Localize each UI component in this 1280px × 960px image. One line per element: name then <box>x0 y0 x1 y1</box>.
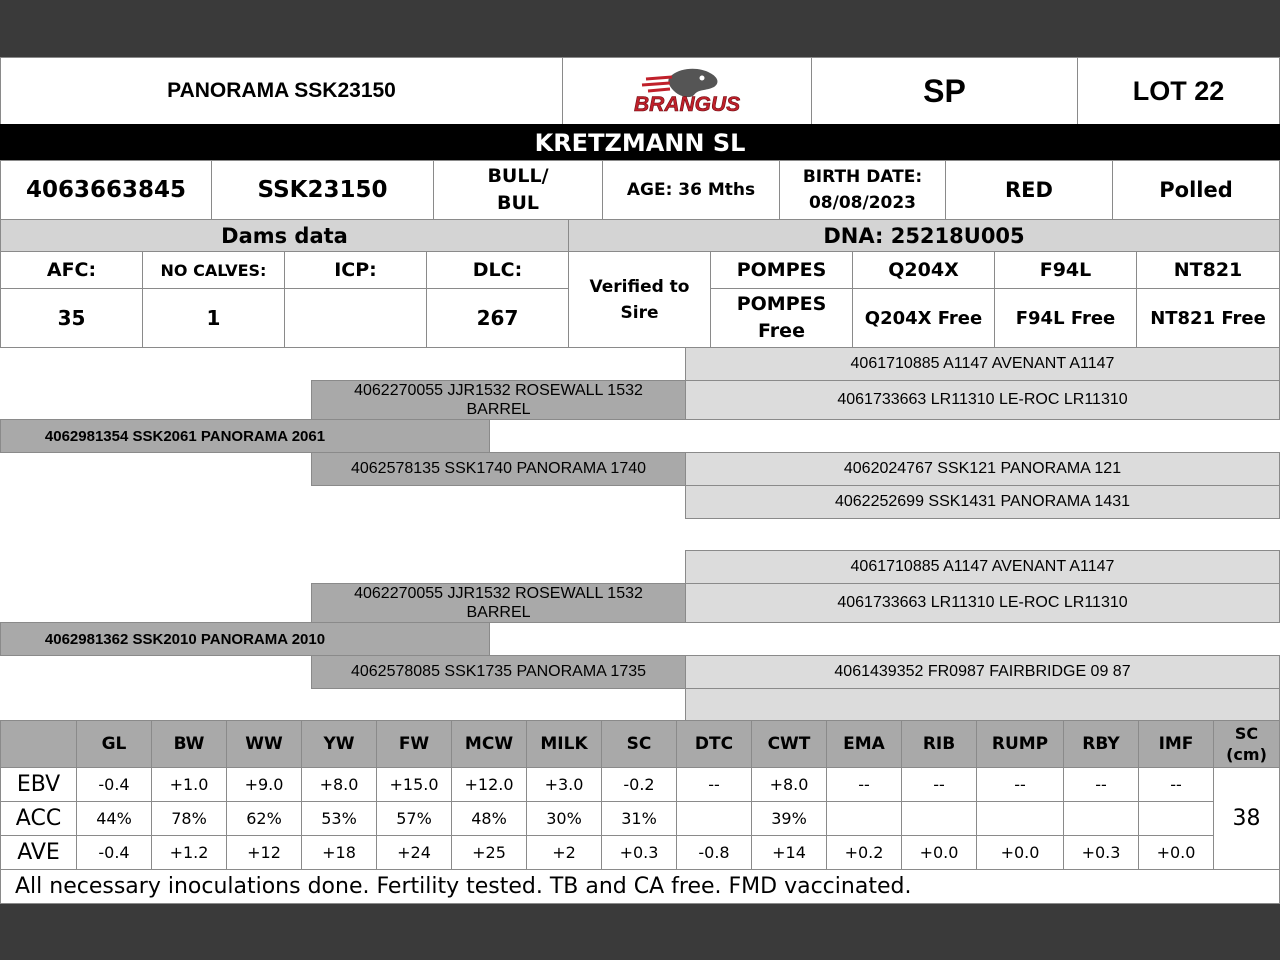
ebv-table <box>0 720 1280 870</box>
lot-sheet <box>0 57 1280 904</box>
ebv-cell-ave-ema: +0.2 <box>826 835 902 870</box>
ebv-cell-ebv-yw: +8.0 <box>301 767 377 802</box>
ebv-cell-acc-dtc <box>676 801 752 836</box>
ebv-cell-ave-sc: +0.3 <box>601 835 677 870</box>
ebv-cell-ebv-fw: +15.0 <box>376 767 452 802</box>
ebv-header-cwt: CWT <box>751 720 827 768</box>
ebv-cell-ebv-bw: +1.0 <box>151 767 227 802</box>
ebv-cell-ave-imf: +0.0 <box>1138 835 1214 870</box>
dam-sire-line1: 4062270055 JJR1532 ROSEWALL 1532 <box>354 585 643 602</box>
animal-sex <box>433 160 603 220</box>
animal-code: SSK23150 <box>211 160 434 220</box>
ebv-cell-ebv-ema: -- <box>826 767 902 802</box>
ebv-cell-ave-cwt: +14 <box>751 835 827 870</box>
birth-label: BIRTH DATE: <box>802 167 923 187</box>
dam-sire-line2: BARREL <box>466 604 531 621</box>
ebv-header-milk: MILK <box>526 720 602 768</box>
ebv-cell-acc-rib <box>901 801 977 836</box>
dams-header-icp: ICP: <box>284 251 427 289</box>
ebv-row-label-acc: ACC <box>0 801 77 836</box>
ebv-header-sc: SC <box>601 720 677 768</box>
owner-name: KRETZMANN SL <box>0 124 1280 161</box>
ebv-header-rib: RIB <box>901 720 977 768</box>
ebv-header-ema: EMA <box>826 720 902 768</box>
pedigree-ddd <box>685 688 1280 721</box>
ebv-cell-ebv-cwt: +8.0 <box>751 767 827 802</box>
ebv-cell-ave-yw: +18 <box>301 835 377 870</box>
ebv-cell-ebv-ww: +9.0 <box>226 767 302 802</box>
footer-note: All necessary inoculations done. Fertility tested. TB and CA free. FMD vaccinated. <box>0 869 1280 904</box>
dams-value-calves: 1 <box>142 288 285 348</box>
animal-name: PANORAMA SSK23150 <box>0 57 563 125</box>
ebv-corner <box>0 720 77 768</box>
ebv-cell-acc-imf <box>1138 801 1214 836</box>
ebv-header-imf: IMF <box>1138 720 1214 768</box>
pedigree-sire: 4062981354 SSK2061 PANORAMA 2061 <box>0 419 490 453</box>
dna-verified <box>568 251 711 348</box>
verified-line1: Verified to <box>589 276 690 297</box>
ebv-cell-ebv-imf: -- <box>1138 767 1214 802</box>
ebv-header-gl: GL <box>76 720 152 768</box>
ebv-cell-ebv-gl: -0.4 <box>76 767 152 802</box>
dna-header-q204x: Q204X <box>852 251 995 289</box>
animal-age: AGE: 36 Mths <box>602 160 780 220</box>
dams-header-afc: AFC: <box>0 251 143 289</box>
pedigree-sds: 4062024767 SSK121 PANORAMA 121 <box>685 452 1280 486</box>
ebv-cell-ebv-sc: -0.2 <box>601 767 677 802</box>
dna-header-pompes: POMPES <box>710 251 853 289</box>
ebv-cell-acc-gl: 44% <box>76 801 152 836</box>
dna-header-nt821: NT821 <box>1136 251 1280 289</box>
ebv-cell-acc-milk: 30% <box>526 801 602 836</box>
sire-sire-line2: BARREL <box>466 401 531 418</box>
ebv-cell-acc-rump <box>976 801 1064 836</box>
ebv-cell-acc-fw: 57% <box>376 801 452 836</box>
dna-value-f94l: F94L Free <box>994 288 1137 348</box>
ebv-cell-ave-dtc: -0.8 <box>676 835 752 870</box>
ebv-cell-acc-ema <box>826 801 902 836</box>
birth-date <box>779 160 946 220</box>
lot-number: LOT 22 <box>1077 57 1280 125</box>
sc-header-line1: SC <box>1234 724 1259 743</box>
pedigree-dam-dam: 4062578085 SSK1735 PANORAMA 1735 <box>311 655 686 689</box>
ebv-cell-ave-rby: +0.3 <box>1063 835 1139 870</box>
ebv-cell-ebv-dtc: -- <box>676 767 752 802</box>
ebv-row-label-ave: AVE <box>0 835 77 870</box>
dams-value-icp <box>284 288 427 348</box>
ebv-cell-ebv-mcw: +12.0 <box>451 767 527 802</box>
dna-header-f94l: F94L <box>994 251 1137 289</box>
dams-value-afc: 35 <box>0 288 143 348</box>
ebv-cell-ave-fw: +24 <box>376 835 452 870</box>
sex-line2: BUL <box>496 192 540 214</box>
pompes-line2: Free <box>758 320 805 342</box>
svg-text:BRANGUS: BRANGUS <box>634 93 741 116</box>
ebv-cell-acc-bw: 78% <box>151 801 227 836</box>
ebv-header-bw: BW <box>151 720 227 768</box>
bull-head-icon <box>602 65 772 117</box>
ebv-cell-ebv-milk: +3.0 <box>526 767 602 802</box>
ebv-cell-ave-gl: -0.4 <box>76 835 152 870</box>
pedigree-sire-sire <box>311 380 686 420</box>
pedigree-sire-dam: 4062578135 SSK1740 PANORAMA 1740 <box>311 452 686 486</box>
sex-line1: BULL/ <box>487 165 549 187</box>
ebv-cell-acc-mcw: 48% <box>451 801 527 836</box>
ebv-header-sc-cm <box>1213 720 1280 768</box>
ebv-cell-ave-bw: +1.2 <box>151 835 227 870</box>
pedigree-dam-sire <box>311 583 686 623</box>
dna-value-pompes <box>710 288 853 348</box>
ebv-cell-acc-cwt: 39% <box>751 801 827 836</box>
dna-value-q204x: Q204X Free <box>852 288 995 348</box>
category: SP <box>811 57 1078 125</box>
ebv-header-dtc: DTC <box>676 720 752 768</box>
dams-title: Dams data <box>0 219 569 252</box>
ebv-cell-ave-ww: +12 <box>226 835 302 870</box>
brangus-logo <box>562 57 812 125</box>
dams-header-dlc: DLC: <box>426 251 569 289</box>
ebv-cell-acc-rby <box>1063 801 1139 836</box>
ebv-header-rump: RUMP <box>976 720 1064 768</box>
pedigree-dsd: 4061733663 LR11310 LE-ROC LR11310 <box>685 583 1280 623</box>
pedigree-dam: 4062981362 SSK2010 PANORAMA 2010 <box>0 622 490 656</box>
ebv-sc-value: 38 <box>1213 767 1280 870</box>
ebv-cell-ave-rib: +0.0 <box>901 835 977 870</box>
ebv-header-fw: FW <box>376 720 452 768</box>
horn-status: Polled <box>1112 160 1280 220</box>
pedigree-sdd: 4062252699 SSK1431 PANORAMA 1431 <box>685 485 1280 519</box>
verified-line2: Sire <box>620 302 659 323</box>
dna-title: DNA: 25218U005 <box>568 219 1280 252</box>
pompes-line1: POMPES <box>736 293 827 315</box>
pedigree-dds: 4061439352 FR0987 FAIRBRIDGE 09 87 <box>685 655 1280 689</box>
pedigree-ssd: 4061733663 LR11310 LE-ROC LR11310 <box>685 380 1280 420</box>
ebv-cell-acc-ww: 62% <box>226 801 302 836</box>
dna-value-nt821: NT821 Free <box>1136 288 1280 348</box>
ebv-cell-ave-rump: +0.0 <box>976 835 1064 870</box>
sire-sire-line1: 4062270055 JJR1532 ROSEWALL 1532 <box>354 382 643 399</box>
ebv-row-label-ebv: EBV <box>0 767 77 802</box>
ebv-header-yw: YW <box>301 720 377 768</box>
sc-header-line2: (cm) <box>1226 745 1267 764</box>
birth-value: 08/08/2023 <box>808 193 917 213</box>
dams-value-dlc: 267 <box>426 288 569 348</box>
pedigree-sss: 4061710885 A1147 AVENANT A1147 <box>685 347 1280 381</box>
ebv-cell-acc-sc: 31% <box>601 801 677 836</box>
animal-color: RED <box>945 160 1113 220</box>
ebv-header-mcw: MCW <box>451 720 527 768</box>
animal-id: 4063663845 <box>0 160 212 220</box>
ebv-cell-ebv-rump: -- <box>976 767 1064 802</box>
ebv-header-ww: WW <box>226 720 302 768</box>
ebv-cell-acc-yw: 53% <box>301 801 377 836</box>
ebv-cell-ave-mcw: +25 <box>451 835 527 870</box>
ebv-cell-ebv-rby: -- <box>1063 767 1139 802</box>
ebv-cell-ebv-rib: -- <box>901 767 977 802</box>
ebv-header-rby: RBY <box>1063 720 1139 768</box>
dams-header-calves: NO CALVES: <box>142 251 285 289</box>
ebv-cell-ave-milk: +2 <box>526 835 602 870</box>
pedigree-dss: 4061710885 A1147 AVENANT A1147 <box>685 550 1280 584</box>
